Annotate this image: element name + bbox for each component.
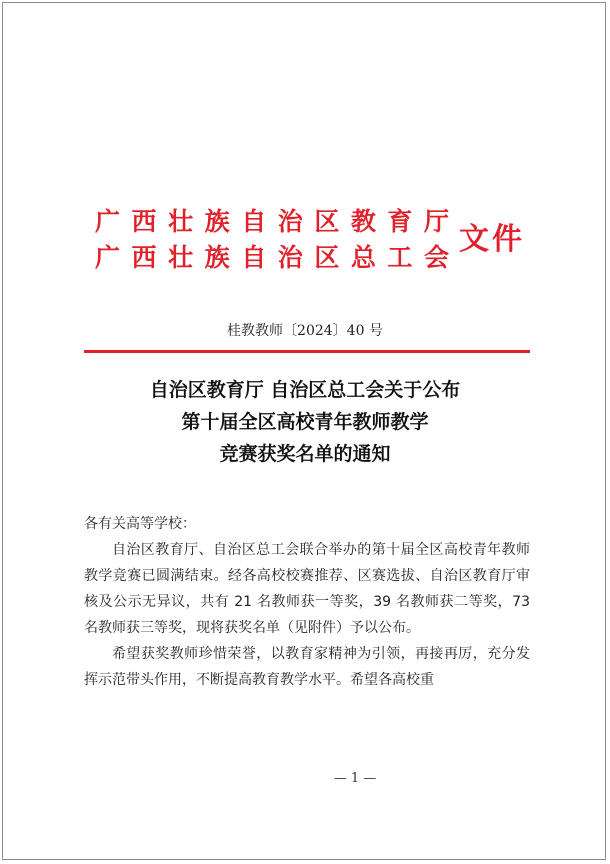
document-type-label: 文件 (459, 222, 525, 257)
body-paragraph-1: 自治区教育厅、自治区总工会联合举办的第十届全区高校青年教师教学竞赛已圆满结束。经各高校校赛推荐、区赛选拔、自治区教育厅审核及公示无异议，共有 21 名教师获一等奖，39 名教师获二等奖，73 名教师获三等奖，现将获奖名单（见附件）予以公布。 (84, 542, 530, 636)
page-number: — 1 — (333, 771, 377, 786)
document-number: 桂教教师〔2024〕40 号 (227, 323, 383, 339)
issuer-trade-union: 广西壮族自治区总工会 (95, 243, 451, 272)
red-separator-line (84, 350, 530, 353)
body-paragraph-2: 希望获奖教师珍惜荣誉，以教育家精神为引领，再接再厉，充分发挥示范带头作用，不断提高教育教学水平。希望各高校重 (84, 646, 530, 688)
document-title (0, 374, 610, 470)
salutation: 各有关高等学校： (84, 516, 196, 532)
title-line-3: 竞赛获奖名单的通知 (219, 443, 391, 465)
document-body (84, 511, 530, 693)
issuer-education-department: 广西壮族自治区教育厅 (95, 207, 451, 236)
title-line-2: 第十届全区高校青年教师教学 (181, 411, 429, 433)
document-header (95, 207, 535, 277)
title-line-1: 自治区教育厅 自治区总工会关于公布 (149, 379, 461, 401)
